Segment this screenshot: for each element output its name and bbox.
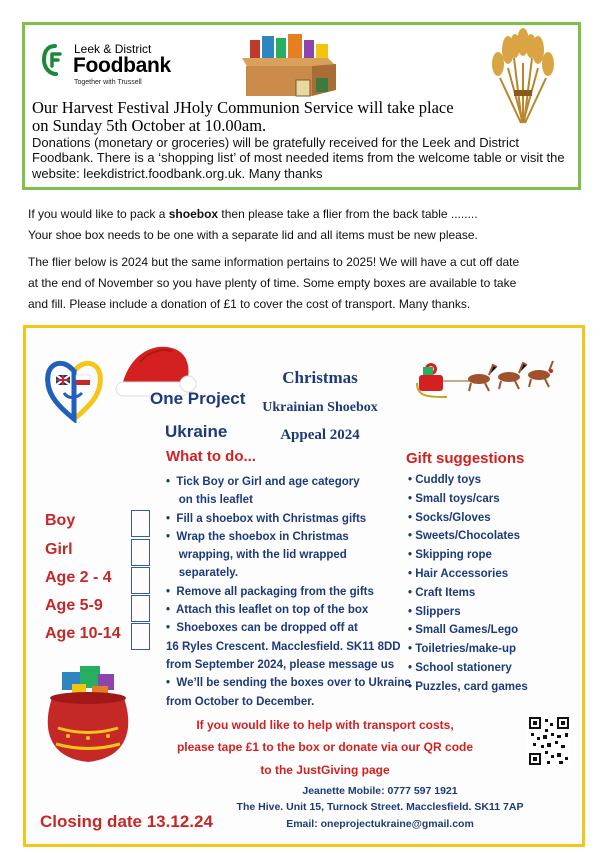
contact-email[interactable]: Email: oneprojectukraine@gmail.com	[286, 818, 474, 830]
donations-paragraph: Donations (monetary or groceries) will be gratefully received for the Leek and District Foodbank. There is a ‘shopping list’ of most needed items from the welcome table or visit the website: leekdistrict.foodbank.org.uk. Many thanks	[32, 135, 565, 181]
foodbank-logo-tagline: Together with Trussell	[74, 79, 142, 86]
shoebox-info-line1: The flier below is 2024 but the same information pertains to 2025! We will have a cut off date	[28, 255, 520, 269]
instruction-item: • We’ll be sending the boxes over to Ukraine	[166, 677, 411, 690]
gift-item	[408, 643, 568, 662]
shoebox-notice-line1	[28, 207, 478, 221]
bullet-icon: •	[408, 680, 416, 693]
bullet-icon: •	[408, 549, 416, 562]
gift-item	[408, 606, 568, 625]
shoebox-notice-keyword: shoebox	[168, 207, 219, 221]
one-project-line1: One Project	[150, 389, 246, 408]
harvest-festival-heading-line2: on Sunday 5th October at 10.00am.	[32, 116, 267, 135]
gift-item-label: Cuddly toys	[415, 474, 482, 486]
bullet-icon: •	[408, 530, 416, 543]
gift-item-label: Small Games/Lego	[415, 624, 519, 637]
gift-item-label: Hair Accessories	[415, 567, 509, 580]
gift-item	[408, 549, 568, 568]
instruction-item: • Tick Boy or Girl and age category	[166, 476, 360, 488]
category-checkbox[interactable]	[131, 510, 150, 537]
gift-item	[408, 512, 568, 531]
bullet-icon: •	[408, 567, 416, 580]
foodbank-logo-icon	[42, 44, 68, 76]
gift-sack-icon	[38, 658, 138, 768]
category-label: Girl	[45, 541, 73, 558]
gift-item	[408, 624, 568, 643]
bullet-icon: •	[408, 492, 416, 505]
instruction-item: • Attach this leaflet on top of the box	[166, 604, 369, 617]
category-checkbox[interactable]	[131, 567, 150, 594]
appeal-title-line1: Christmas	[282, 368, 358, 387]
bullet-icon: •	[408, 661, 416, 674]
category-label: Age 10-14	[45, 625, 121, 642]
category-checkbox[interactable]	[131, 595, 150, 622]
category-label: Age 2 - 4	[45, 569, 112, 586]
gift-item-label: Sweets/Chocolates	[415, 530, 521, 543]
gift-item	[408, 474, 568, 493]
bullet-icon: •	[408, 511, 416, 524]
gift-item	[408, 587, 568, 606]
gift-item	[408, 493, 568, 512]
bullet-icon: •	[408, 624, 416, 637]
instruction-item: on this leaflet	[166, 494, 253, 507]
gift-item-label: Puzzles, card games	[415, 680, 528, 693]
category-label: Age 5-9	[45, 597, 103, 614]
shoebox-info-line2: at the end of November so you have plenty of time. Some empty boxes are available to take	[28, 276, 517, 290]
ukraine-uk-heart-icon	[44, 353, 104, 423]
gift-item-label: Toiletries/make-up	[415, 643, 516, 656]
gift-item-label: Socks/Gloves	[415, 511, 491, 524]
gift-item-label: Skipping rope	[415, 549, 492, 562]
gift-item	[408, 681, 568, 700]
instruction-item: from October to December.	[166, 695, 315, 708]
contact-mobile: Jeanette Mobile: 0777 597 1921	[302, 785, 458, 797]
appeal-title-line3: Appeal 2024	[280, 427, 360, 443]
bullet-icon: •	[408, 643, 416, 656]
grocery-box-image	[236, 30, 340, 100]
instruction-item: separately.	[166, 567, 239, 580]
foodbank-logo-line1: Leek & District	[74, 42, 152, 56]
santa-sleigh-reindeer-icon	[413, 357, 555, 402]
harvest-festival-heading-line1: Our Harvest Festival JHoly Communion Service will take place	[32, 98, 454, 117]
shoebox-notice-line1-post: then please take a flier from the back table ........	[218, 207, 478, 221]
wheat-sheaf-image	[488, 28, 558, 128]
shoebox-notice-line1-pre: If you would like to pack a	[28, 207, 169, 221]
gift-item-label: Slippers	[415, 605, 461, 618]
contact-address: The Hive. Unit 15, Turnock Street. Macclesfield. SK11 7AP	[236, 801, 524, 813]
closing-date: Closing date 13.12.24	[40, 812, 213, 831]
shoebox-notice-line2: Your shoe box needs to be one with a separate lid and all items must be new please.	[28, 228, 478, 242]
instruction-item: • Shoeboxes can be dropped off at	[166, 622, 358, 635]
appeal-title-line2: Ukrainian Shoebox	[262, 400, 378, 415]
transport-line2: please tape £1 to the box or donate via our QR code	[176, 740, 474, 754]
instruction-item: • Wrap the shoebox in Christmas	[166, 530, 349, 543]
one-project-line2: Ukraine	[165, 422, 228, 441]
bullet-icon: •	[408, 586, 416, 599]
justgiving-qr-code[interactable]	[527, 715, 571, 767]
bullet-icon: •	[408, 474, 416, 486]
transport-line3: to the JustGiving page	[260, 763, 390, 777]
instruction-item: wrapping, with the lid wrapped	[166, 549, 347, 562]
gift-item-label: School stationery	[415, 661, 512, 674]
instruction-item: • Fill a shoebox with Christmas gifts	[166, 512, 367, 525]
instruction-item: from September 2024, please message us	[166, 658, 395, 671]
gift-item	[408, 568, 568, 587]
gift-item	[408, 530, 568, 549]
category-checkbox[interactable]	[131, 539, 150, 566]
instruction-item: • Remove all packaging from the gifts	[166, 585, 374, 598]
instructions-list	[166, 473, 411, 711]
gift-suggestions-list	[408, 474, 568, 700]
gift-suggestions-heading: Gift suggestions	[406, 450, 525, 467]
category-checkbox[interactable]	[131, 623, 150, 650]
foodbank-logo-line2: Foodbank	[73, 54, 171, 77]
gift-item	[408, 662, 568, 681]
gift-item-label: Small toys/cars	[415, 492, 500, 505]
category-label: Boy	[45, 512, 76, 529]
shoebox-info-line3: and fill. Please include a donation of £1 to cover the cost of transport. Many thanks.	[28, 297, 471, 311]
what-to-do-heading: What to do...	[166, 448, 256, 465]
gift-item-label: Craft Items	[415, 586, 476, 599]
transport-line1: If you would like to help with transport costs,	[196, 718, 454, 732]
bullet-icon: •	[408, 605, 416, 618]
instruction-item: 16 Ryles Crescent. Macclesfield. SK11 8DD	[166, 640, 401, 653]
